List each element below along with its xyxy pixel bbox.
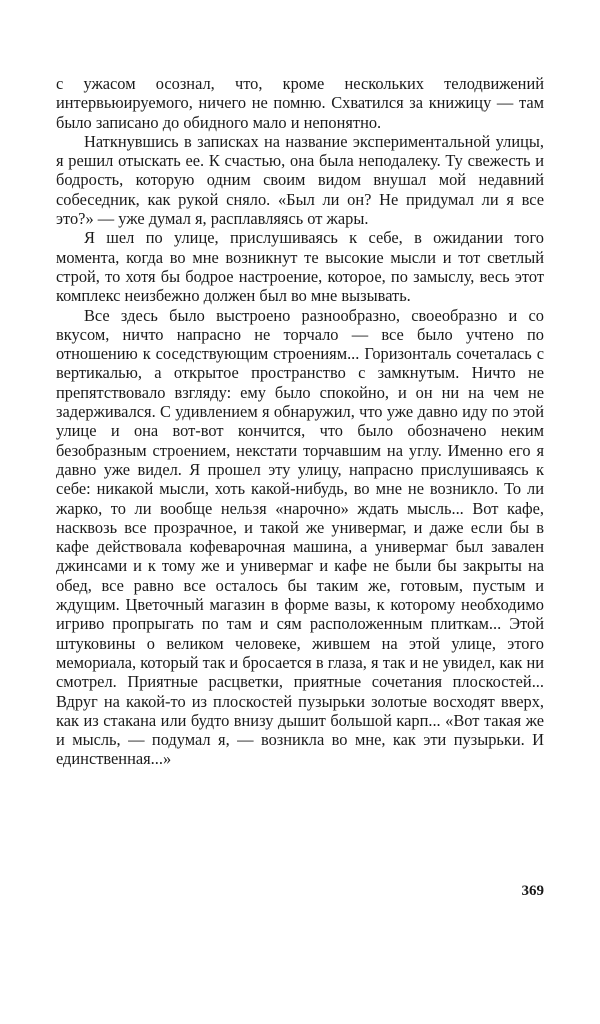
paragraph-continuation: с ужасом осознал, что, кроме нескольких телодвижений интервьюируемого, ничего не помню. Схватился за книжицу — там было записано до обидного мало и непонятно. xyxy=(56,74,544,132)
page-number: 369 xyxy=(521,883,544,899)
paragraph-street-description: Все здесь было выстроено разнообразно, своеобразно и со вкусом, ничто напрасно не торчало — все было учтено по отношению к соседствующим строениям... Горизонталь сочеталась с вертикалью, а открытое пространство с замкнутым. Ничто не препятствовало взгляду: ему было спокойно, и он ни на чем не задерживался. С удивлением я обнаружил, что уже давно иду по этой улице и она вот-вот кончится, что было обозначено неким безобразным строением, некстати торчавшим на углу. Именно его я давно уже видел. Я прошел эту улицу, напрасно прислушиваясь к себе: никакой мысли, хоть какой-нибудь, во мне не возникло. То ли жарко, то ли вообще нельзя «нарочно» ждать мысль... Вот кафе, насквозь все прозрачное, и такой же универмаг, и даже если бы в кафе действовала кофеварочная машина, а универмаг был завален джинсами и к тому же и универмаг и кафе не были бы закрыты на обед, все равно все осталось бы таким же, готовым, пустым и ждущим. Цветочный магазин в форме вазы, к которому необходимо игриво пропрыгать по там и сям расположенным плиткам... Этой штуковины о великом человеке, жившем на этой улице, этого мемориала, который так и бросается в глаза, я так и не увидел, как ни смотрел. Приятные расцветки, приятные сочетания плоскостей... Вдруг на какой-то из плоскостей пузырьки золотые восходят вверх, как из стакана или будто внизу дышит большой карп... «Вот такая же и мысль, — подумал я, — возникла во мне, как эти пузырьки. И единственная...» xyxy=(56,305,544,769)
book-page xyxy=(56,74,544,974)
paragraph-walking-street: Я шел по улице, прислушиваясь к себе, в ожидании того момента, когда во мне возникнут те высокие мысли и тот светлый строй, то хотя бы бодрое настроение, которое, по замыслу, весь этот комплекс неизбежно должен был во мне вызывать. xyxy=(56,228,544,306)
paragraph-notes-street: Наткнувшись в записках на название экспериментальной улицы, я решил отыскать ее. К счастью, она была неподалеку. Ту свежесть и бодрость, которую одним своим видом внушал мой недавний собеседник, как рукой сняло. «Был ли он? Не придумал ли я все это?» — уже думал я, расплавляясь от жары. xyxy=(56,131,544,229)
